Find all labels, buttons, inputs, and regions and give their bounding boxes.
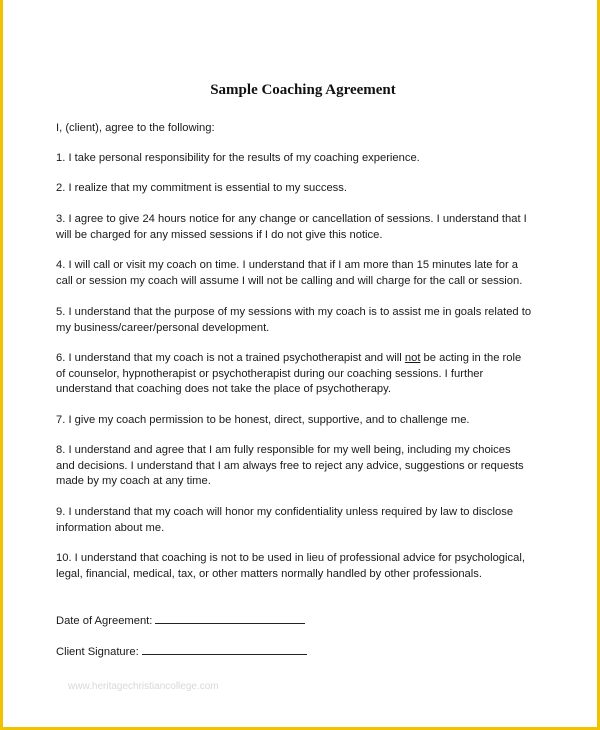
item-line: 7. I give my coach permission to be honest, direct, supportive, and to challenge me. (56, 414, 470, 426)
item-line: 3. I agree to give 24 hours notice for any change or cancellation of sessions. I understand that I (56, 213, 527, 225)
item-line: 10. I understand that coaching is not to be used in lieu of professional advice for psychological, (56, 552, 525, 564)
item-line-end: be acting in the role (420, 352, 522, 364)
signature-blank-field[interactable] (142, 644, 307, 655)
item-line: 5. I understand that the purpose of my sessions with my coach is to assist me in goals related to (56, 306, 532, 318)
item-line-start: 6. I understand that my coach is not a trained psychotherapist and will (56, 352, 402, 364)
item-line: 4. I will call or visit my coach on time. I understand that if I am more than 15 minutes late for a (56, 259, 518, 271)
item-line: 2. I realize that my commitment is essential to my success. (56, 182, 347, 194)
agreement-item-2 (56, 181, 556, 197)
item-line: 9. I understand that my coach will honor my confidentiality unless required by law to disclose (56, 506, 514, 518)
agreement-item-1 (56, 151, 556, 167)
item-line: understand that coaching does not take the place of psychotherapy. (56, 383, 392, 396)
agreement-item-8 (56, 443, 556, 490)
signature-label: Client Signature: (56, 646, 139, 658)
date-of-agreement-row (56, 613, 556, 630)
item-line: and decisions. I understand that I am always free to reject any advice, suggestions or requests (56, 459, 524, 472)
item-line (56, 351, 556, 367)
agreement-item-6 (56, 351, 556, 398)
agreement-item-10 (56, 551, 556, 582)
item-line: information about me. (56, 521, 165, 534)
agreement-item-7 (56, 413, 556, 429)
emphasized-not: not (404, 352, 421, 364)
date-label: Date of Agreement: (56, 615, 153, 627)
agreement-item-5 (56, 305, 556, 336)
item-line: 8. I understand and agree that I am fully responsible for my well being, including my choices (56, 444, 511, 456)
item-line: of counselor, hypnotherapist or psychotherapist during our coaching sessions. I further (56, 367, 484, 380)
date-blank-field[interactable] (155, 613, 305, 624)
agreement-item-9 (56, 505, 556, 536)
document-title: Sample Coaching Agreement (210, 82, 396, 98)
item-line: legal, financial, medical, tax, or other matters normally handled by other professionals. (56, 567, 482, 580)
item-line: will be charged for any missed sessions if I do not give this notice. (56, 228, 383, 241)
agreement-item-4 (56, 258, 556, 289)
agreement-item-3 (56, 212, 556, 243)
watermark-text: www.heritagechristiancollege.com (68, 681, 219, 692)
intro-line: I, (client), agree to the following: (56, 122, 215, 134)
item-line: 1. I take personal responsibility for the results of my coaching experience. (56, 152, 420, 164)
item-line: made by my coach at any time. (56, 475, 211, 488)
item-line: call or session my coach will assume I will not be calling and will charge for the call or session. (56, 274, 523, 287)
item-line: my business/career/personal development. (56, 321, 270, 334)
client-signature-row (56, 644, 556, 661)
intro-text (56, 121, 556, 137)
